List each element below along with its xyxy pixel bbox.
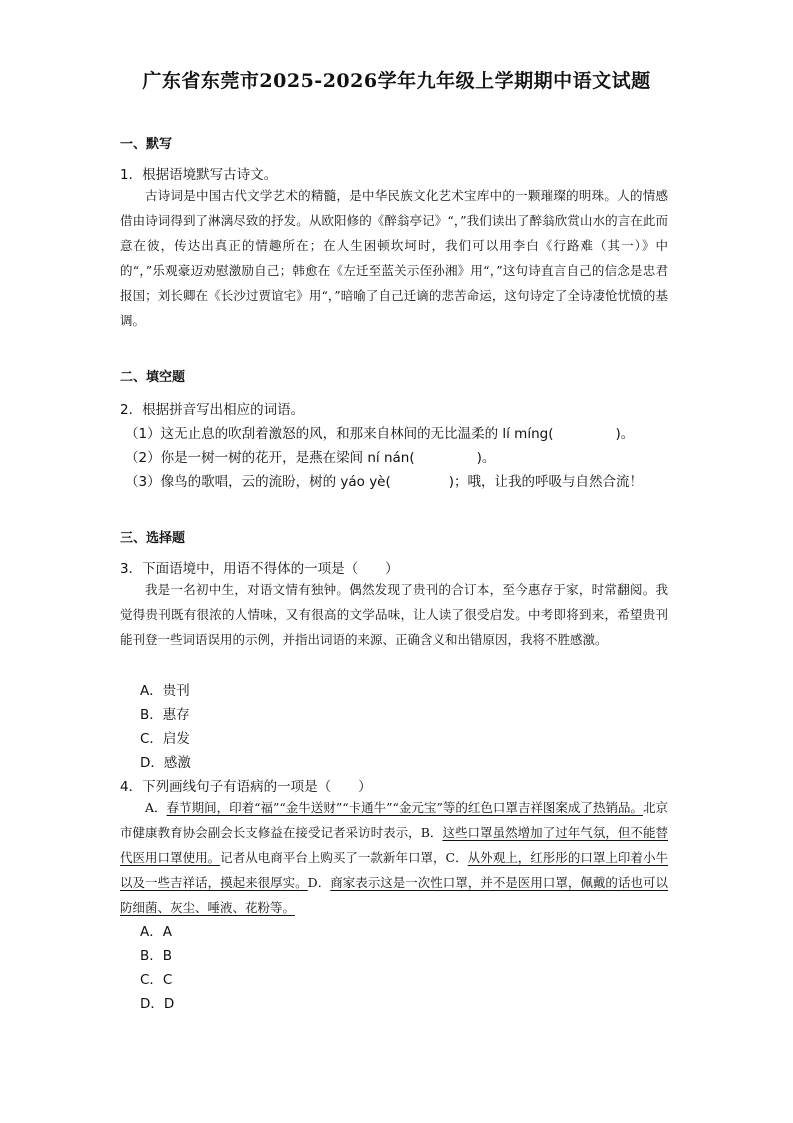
question-1-passage-text: 古诗词是中国古代文学艺术的精髓，是中华民族文化艺术宝库中的一颗璀璨的明珠。人的情感借由诗词得到了淋漓尽致的抒发。从欧阳修的《醉翁亭记》“，”我们读出了醉翁欣赏山水的言在此而意在彼，传达出真正的情趣所在；在人生困顿坎坷时，我们可以用李白《行路难（其一）》中的“，”乐观豪迈劝慰激励自己；韩愈在《左迁至蓝关示侄孙湘》用“，”这句诗直言自己的信念是忠君报国；刘长卿在《长沙过贾谊宅》用“，”暗喻了自己迁谪的悲苦命运，这句诗定了全诗凄怆忧愤的基调。 — [120, 188, 668, 328]
question-3-option-d[interactable]: D．感激 — [140, 755, 191, 771]
sentence-d-label: D． — [307, 875, 331, 890]
question-2-item-1 — [125, 422, 634, 442]
sentence-c-label: C． — [445, 850, 468, 865]
sentence-b-underlined: 这些口罩虽然增加了过年气氛，但不能替代医用口罩使用。 — [120, 825, 668, 865]
passage-connector-2: 记者从电商平台上购买了一款新年口罩， — [220, 850, 446, 865]
question-4-option-b[interactable]: B．B — [140, 948, 173, 964]
sentence-c-underlined: 从外观上，红彤彤的口罩上印着小牛以及一些吉祥话，摸起来很厚实。 — [120, 850, 668, 890]
page-title: 广东省东莞市2025-2026学年九年级上学期期中语文试题 — [142, 70, 651, 92]
question-1-passage — [120, 183, 668, 333]
question-4-option-d[interactable]: D．D — [140, 996, 175, 1012]
sentence-b-label: B． — [420, 825, 443, 840]
question-3-passage — [120, 577, 668, 652]
question-4-option-c[interactable]: C．C — [140, 972, 173, 988]
question-3-stem: 3．下面语境中，用语不得体的一项是（ ） — [120, 561, 399, 577]
question-3-option-b[interactable]: B．惠存 — [140, 707, 190, 723]
question-1-stem: 1．根据语境默写古诗文。 — [120, 167, 278, 183]
question-3-option-c[interactable]: C．启发 — [140, 731, 190, 747]
question-3-passage-text: 我是一名初中生，对语文情有独钟。偶然发现了贵刊的合订本，至今惠存于家，时常翻阅。我觉得贵刊既有很浓的人情味，又有很高的文学品味，让人读了很受启发。中考即将到来，希望贵刊能刊登一些词语误用的示例，并指出词语的来源、正确含义和出错原因，我将不胜感激。 — [120, 582, 668, 647]
item-2-text: （2）你是一树一树的花开，是燕在梁间 ní nán( — [125, 450, 415, 466]
item-1-text: （1）这无止息的吹刮着激怒的风，和那来自林间的无比温柔的 lí míng( — [125, 426, 554, 442]
question-2-item-2 — [125, 446, 495, 466]
item-3-text: （3）像鸟的歌唱，云的流盼，树的 yáo yè( — [125, 474, 391, 490]
passage-connector-1: 北京市健康教育协会副会长支修益在接受记者采访时表示， — [120, 800, 668, 840]
item-2-text-end: )。 — [476, 450, 496, 466]
section-heading-dictation: 一、默写 — [120, 137, 173, 152]
sentence-a-label: A． — [145, 800, 167, 815]
item-3-text-end: )；哦，让我的呼吸与自然合流！ — [448, 474, 644, 490]
question-2-item-3 — [125, 470, 643, 490]
question-4-passage — [120, 795, 668, 920]
sentence-d-underlined: 商家表示这是一次性口罩，并不是医用口罩，佩戴的话也可以防细菌、灰尘、唾液、花粉等。 — [120, 875, 668, 915]
section-heading-fill-blank: 二、填空题 — [120, 370, 186, 385]
question-4-passage-text — [120, 795, 668, 920]
question-3-option-a[interactable]: A．贵刊 — [140, 683, 190, 699]
sentence-a-underlined: 春节期间，印着“福”“金牛送财”“卡通牛”“金元宝”等的红色口罩吉祥图案成了热销品。 — [166, 800, 643, 815]
item-1-text-end: )。 — [615, 426, 635, 442]
question-4-stem: 4．下列画线句子有语病的一项是（ ） — [120, 779, 372, 795]
section-heading-multiple-choice: 三、选择题 — [120, 531, 186, 546]
question-2-stem: 2．根据拼音写出相应的词语。 — [120, 402, 305, 418]
question-4-option-a[interactable]: A．A — [140, 924, 172, 940]
